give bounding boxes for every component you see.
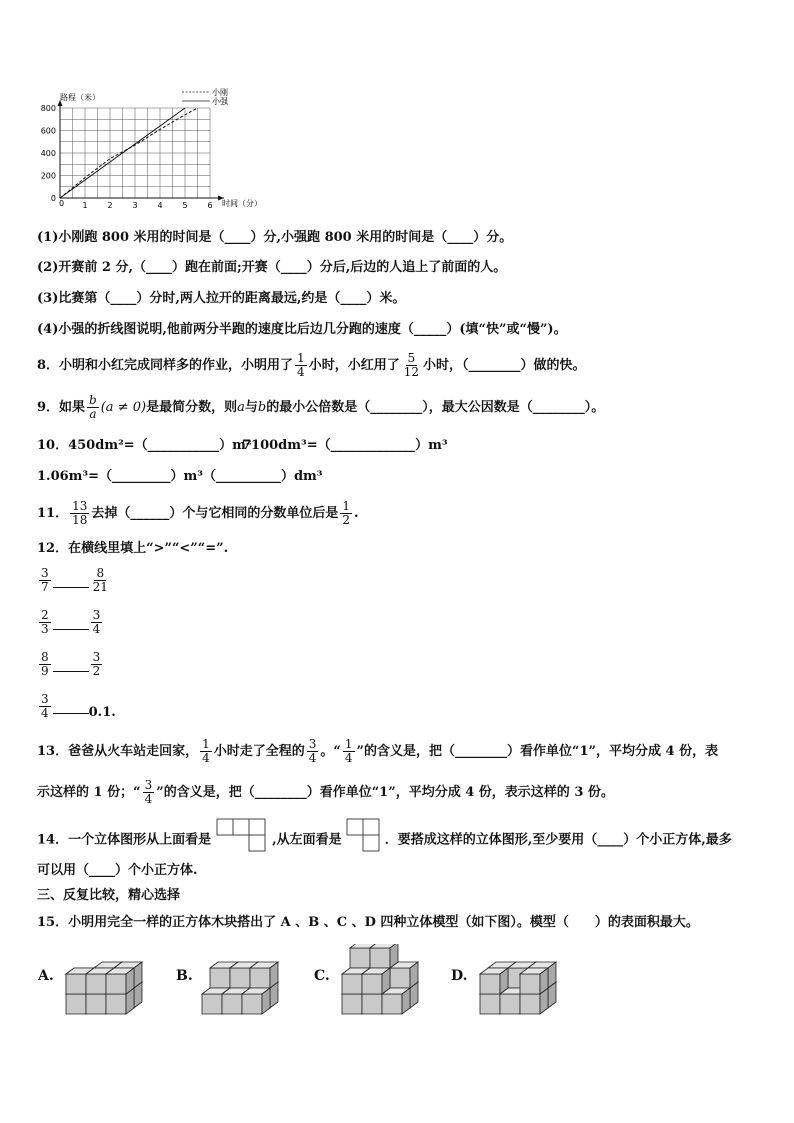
x-tick-label: 3 [132,201,138,210]
cube-model-b[interactable] [198,944,298,1016]
q9-condition: (a ≠ 0) [100,400,147,415]
chart-grid [58,100,225,201]
top-view-icon [216,818,268,854]
fraction: $\frac{1}{4}$ [344,737,353,765]
q7-sub1: (1)小刚跑 800 米用的时间是（____）分,小强跑 800 米用的时间是（____）分。 [37,230,513,245]
answer-line[interactable] [53,671,89,672]
q7-sub2: (2)开赛前 2 分,（____）跑在前面;开赛（____）分后,后边的人追上了前面的人。 [37,260,507,275]
q10-line1a: 10．450dm²=（___________）m² [37,438,252,453]
fraction: $\frac{8}{9}$ [41,650,49,678]
q9-var-b: b [257,400,267,415]
q12-compare-row-1 [37,567,112,594]
y-tick-label: 200 [40,171,56,181]
x-tick-label: 2 [107,201,113,210]
fraction: $\frac{b}{a}$ [89,393,97,421]
q8-text-a: 8．小明和小红完成同样多的作业，小明用了 [37,358,294,373]
question-9 [37,390,604,426]
question-14-line2: 可以用（____）个小正方体. [37,863,198,878]
unit-cube [362,968,390,994]
fraction: $\frac{5}{12}$ [403,351,419,379]
cube-model-d[interactable] [476,944,576,1016]
distance-time-chart [30,80,290,215]
question-14-line1: 14．一个立体图形从上面看是 ,从左面看是 ．要搭成这样的立体图形,至少要用（____）个小正方体,最多 [37,826,732,854]
q11-text-a: 11． [37,506,69,521]
fraction: $\frac{3}{4}$ [41,692,49,720]
fraction: $\frac{2}{3}$ [41,608,49,636]
q9-text-a: 9．如果 [37,400,86,415]
unit-cube [520,968,548,994]
x-tick-label: 6 [207,201,213,210]
question-15: 15．小明用完全一样的正方体木块搭出了 A 、B 、C 、D 四种立体模型（如下图）。模型（ ）的表面积最大。 [37,915,699,930]
answer-line[interactable] [53,587,89,588]
q12-decimal: 0.1. [88,705,116,720]
left-view-icon [346,818,380,854]
unit-cube [480,968,508,994]
fraction: $\frac{8}{21}$ [92,566,108,594]
q12-compare-row-4 [37,693,116,720]
fraction: $\frac{3}{4}$ [92,608,101,636]
y-tick-label: 400 [40,149,56,158]
option-c-label[interactable]: C. [314,968,330,984]
x-tick-label: 5 [182,201,188,210]
fraction: $\frac{1}{4}$ [297,351,305,379]
unit-cube [250,962,278,988]
fraction: $\frac{3}{4}$ [144,778,153,806]
section-3-heading: 三、反复比较，精心选择 [37,888,181,903]
q8-text-b: 小时，小红用了 [308,358,400,373]
question-8 [37,348,586,384]
legend-label-xiaoqiang: 小强 [212,97,228,106]
x-tick-label: 4 [157,201,163,210]
cube-model-a[interactable] [62,944,162,1016]
fraction: $\frac{3}{4}$ [308,737,317,765]
fraction: $\frac{1}{2}$ [342,499,351,527]
q12-compare-row-2 [37,609,104,636]
question-13-line2: 示这样的 1 份；“ $\frac{3}{4}$ ”的含义是，把（________）看作单位“1”，平均分成 4 份，表示这样的 3 份。 [37,778,614,806]
q9-text-c: 的最小公倍数是（________），最大公因数是（________）。 [266,400,605,415]
q12-compare-row-3 [37,651,104,678]
y-tick-label: 800 [40,104,56,113]
answer-line[interactable] [53,629,89,630]
q7-sub4: (4)小强的折线图说明,他前两分半跑的速度比后边几分跑的速度（_____）(填“快”或“慢”)。 [37,322,567,337]
y-tick-label: 600 [40,126,56,136]
x-axis-label: 时间（分） [222,199,262,208]
question-11 [37,496,359,532]
q10-line1b: 7100dm³=（_____________）m³ [242,438,448,453]
q9-var-a: a [237,400,245,415]
unit-cube [106,968,134,994]
unit-cube [370,944,398,968]
y-tick-label: 0 [50,194,56,203]
q9-text-mid: 与 [244,400,258,415]
q11-text-c: . [354,506,359,521]
unit-cube [382,988,410,1014]
q11-text-b: 去掉（______）个与它相同的分数单位后是 [91,506,339,521]
option-b-label[interactable]: B. [176,968,193,984]
fraction: $\frac{3}{7}$ [41,566,49,594]
q9-text-b: 是最简分数，则 [146,400,238,415]
unit-cube [242,988,270,1014]
question-13-line1: 13．爸爸从火车站走回家， $\frac{1}{4}$ 小时走了全程的 $\frac{3}{4}$ 。“ $\frac{1}{4}$ ”的含义是，把（________）看作单位“1”，平均分成 4 份，表 [37,737,719,765]
legend-label-xiaogang: 小刚 [212,88,228,97]
unit-cube [390,962,418,988]
option-d-label[interactable]: D. [451,968,468,984]
q12-title: 12．在横线里填上“>”“<”“=”. [37,541,229,556]
x-origin-label: 0 [59,199,65,208]
fraction: $\frac{1}{4}$ [202,737,210,765]
fraction: $\frac{13}{18}$ [72,499,88,527]
q8-text-c: 小时，（________）做的快。 [422,358,586,373]
answer-line[interactable] [53,713,89,714]
q10-line2: 1.06m³=（_________）m³（__________）dm³ [37,469,323,484]
q7-sub3: (3)比赛第（____）分时,两人拉开的距离最远,约是（____）米。 [37,291,406,306]
y-axis-label: 路程（米） [60,93,100,102]
x-tick-label: 1 [82,201,88,210]
fraction: $\frac{3}{2}$ [92,650,101,678]
option-a-label[interactable]: A. [38,968,54,984]
cube-model-c[interactable] [338,944,438,1016]
